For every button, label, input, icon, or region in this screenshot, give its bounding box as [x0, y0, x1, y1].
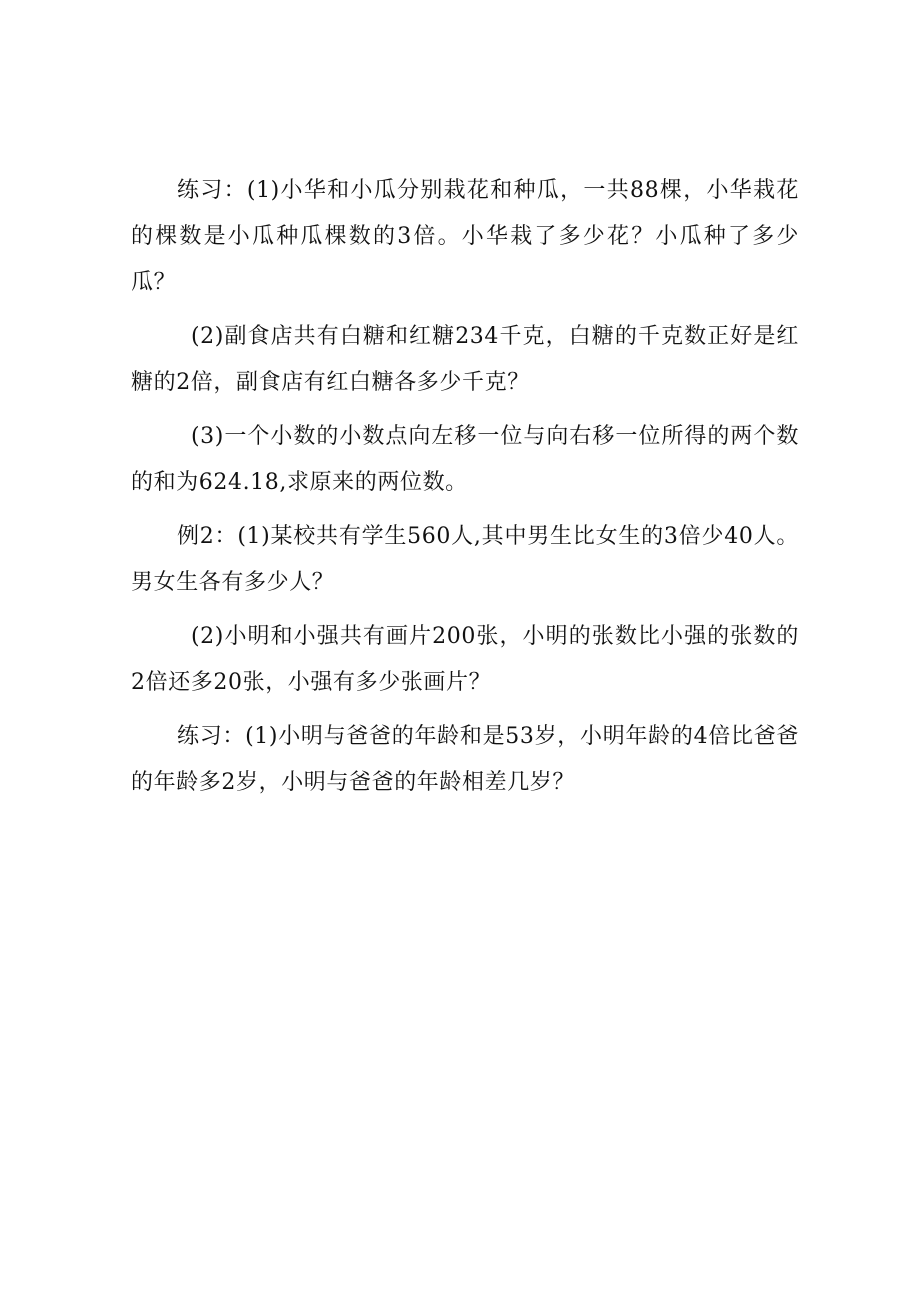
exercise-paragraph-3: (3)一个小数的小数点向左移一位与向右移一位所得的两个数的和为624.18,求原来的两位数。: [131, 424, 799, 495]
exercise-paragraph-2: (2)副食店共有白糖和红糖234千克，白糖的千克数正好是红糖的2倍，副食店有红白糖各多少千克？: [131, 324, 799, 395]
example-paragraph-2: 例2：(1)某校共有学生560人,其中男生比女生的3倍少40人。男女生各有多少人？: [131, 524, 799, 595]
exercise-paragraph-4: 练习：(1)小明与爸爸的年龄和是53岁，小明年龄的4倍比爸爸的年龄多2岁，小明与爸爸的年龄相差几岁？: [131, 724, 799, 795]
example-paragraph-2-part-2: (2)小明和小强共有画片200张，小明的张数比小强的张数的2倍还多20张，小强有多少张画片？: [131, 624, 799, 695]
document-body: [131, 168, 799, 814]
exercise-paragraph-1: 练习：(1)小华和小瓜分别栽花和种瓜，一共88棵，小华栽花的棵数是小瓜种瓜棵数的3倍。小华栽了多少花？小瓜种了多少瓜？: [131, 178, 799, 295]
